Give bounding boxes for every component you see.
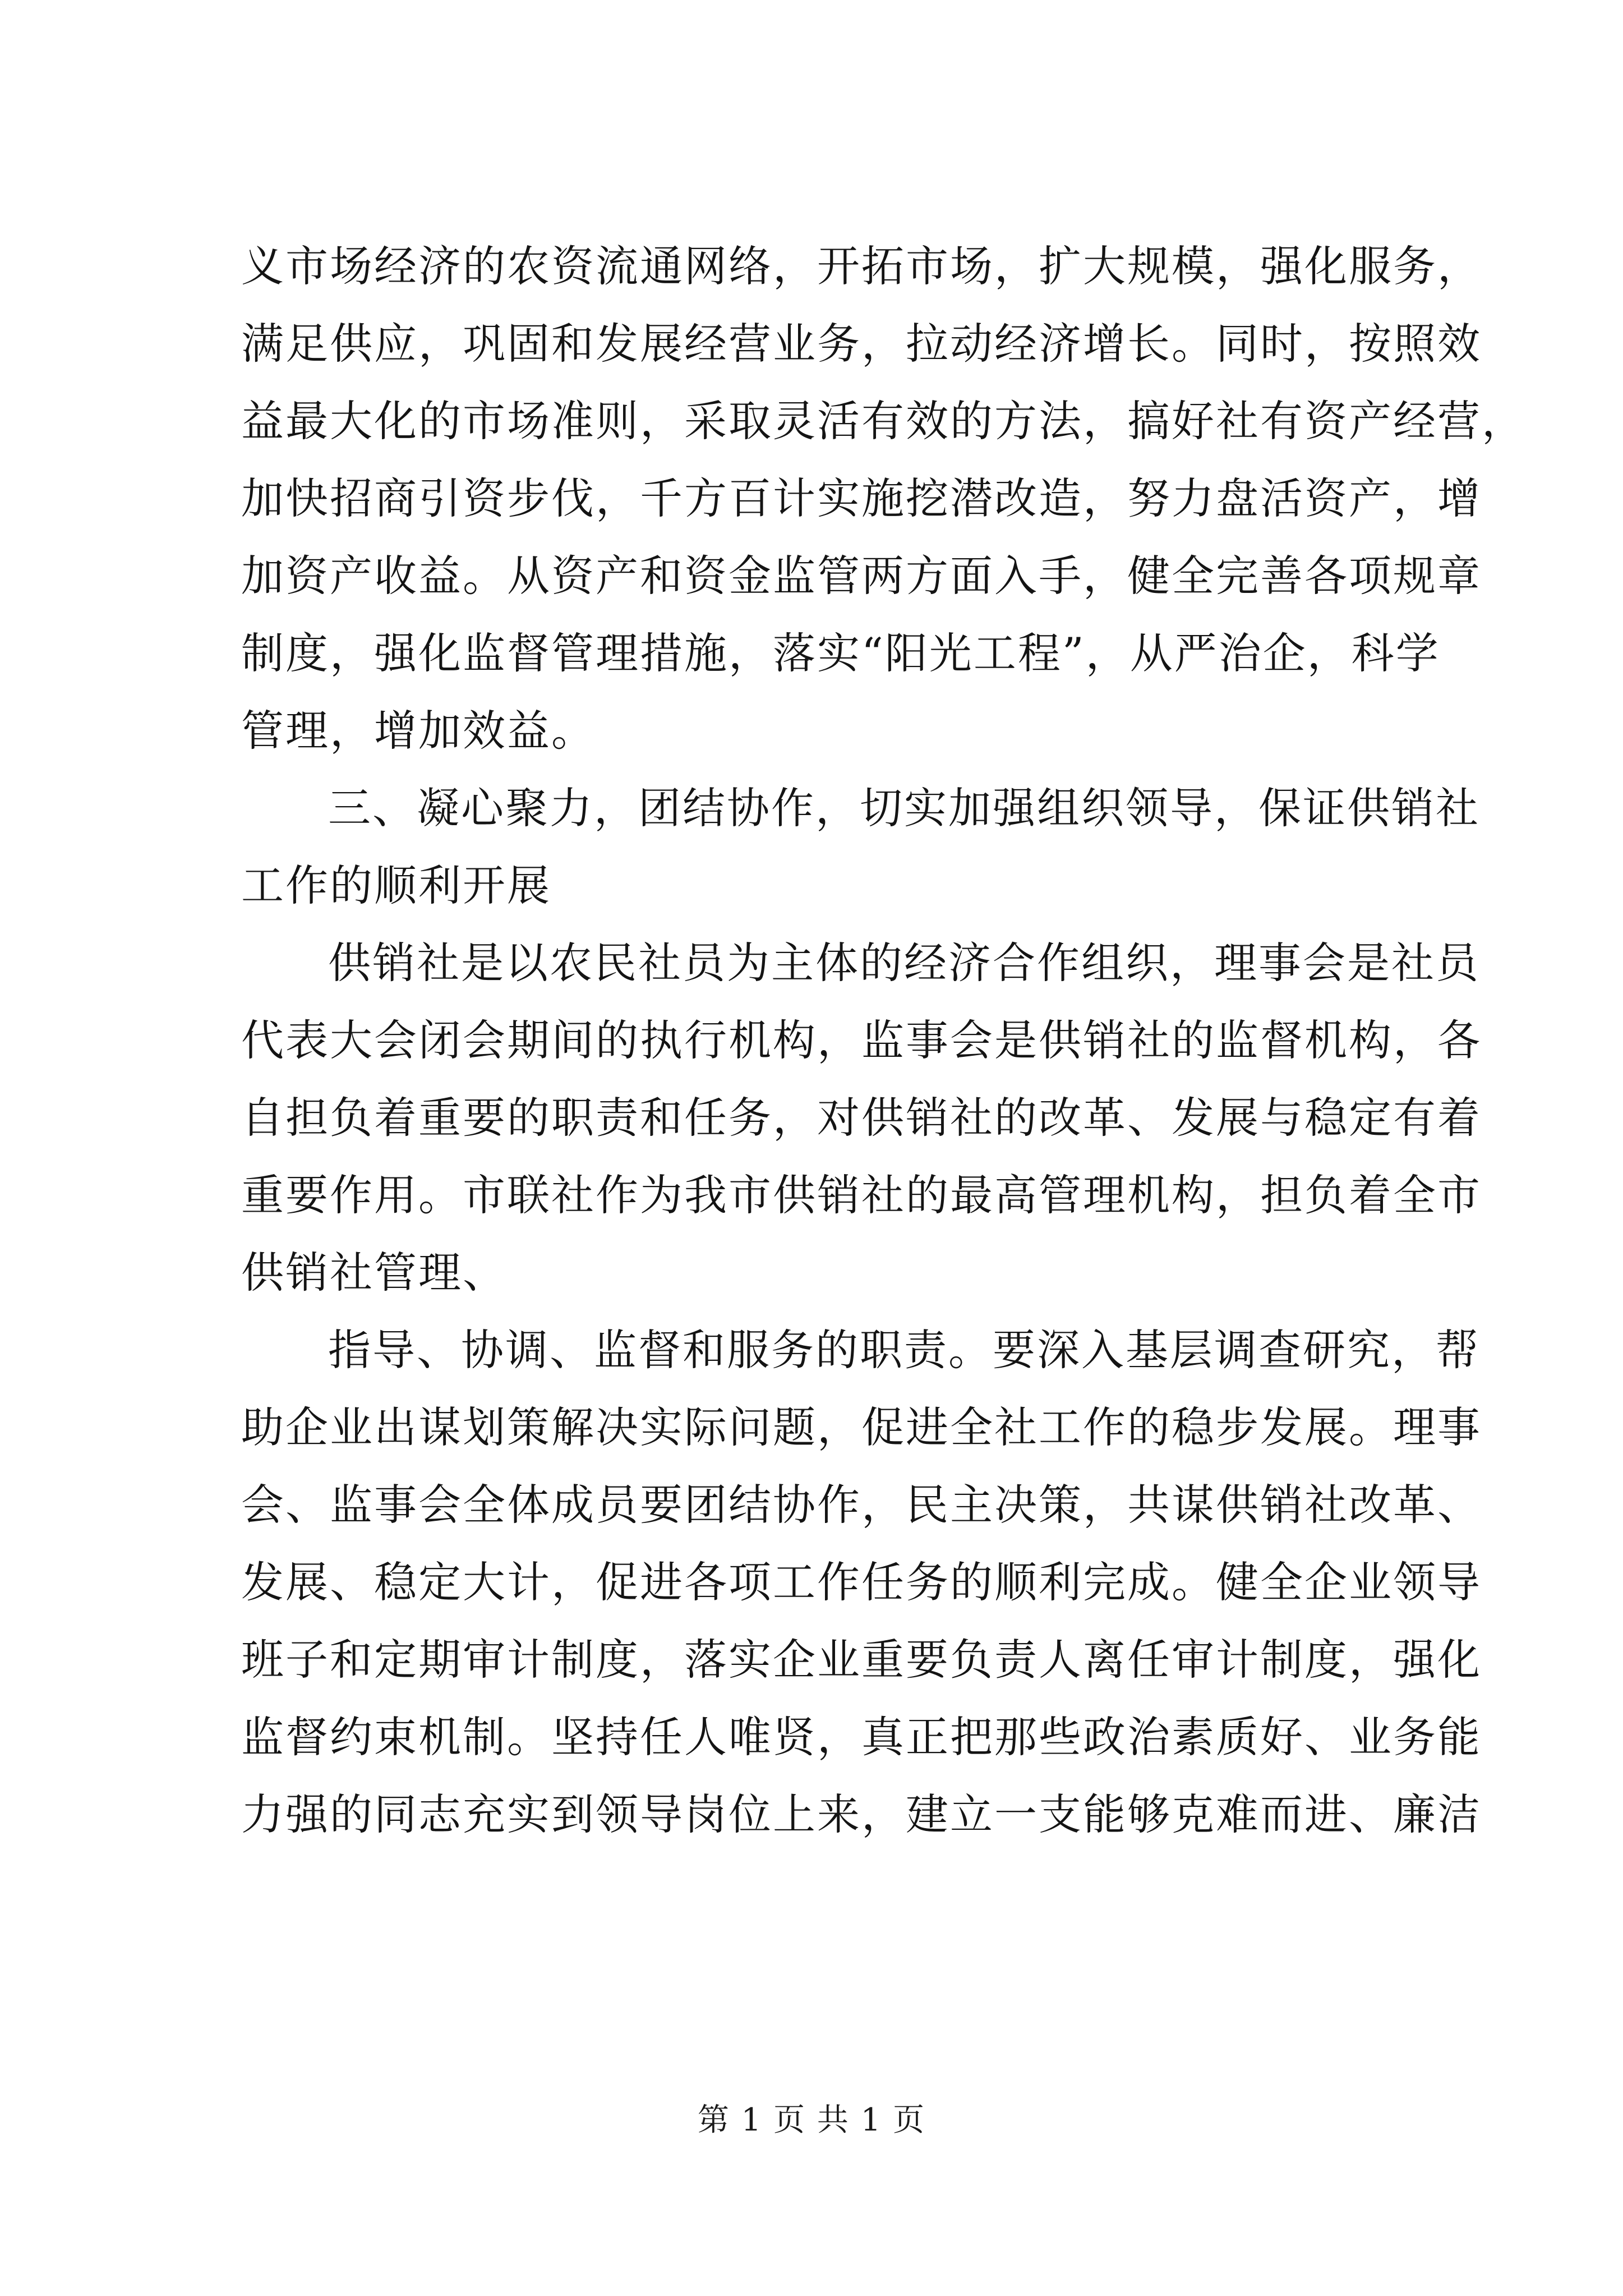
text-line: 会、监事会全体成员要团结协作，民主决策，共谋供销社改革、: [241, 1480, 1482, 1530]
section-heading-line: 三、凝心聚力，团结协作，切实加强组织领导，保证供销社: [328, 783, 1480, 833]
text-line: 发展、稳定大计，促进各项工作任务的顺利完成。健全企业领导: [241, 1557, 1482, 1607]
text-line: 加资产收益。从资产和资金监管两方面入手，健全完善各项规章: [241, 551, 1482, 601]
text-line: 供销社管理、: [241, 1248, 507, 1297]
text-line: 加快招商引资步伐，千方百计实施挖潜改造，努力盘活资产，增: [241, 473, 1482, 523]
text-line: 义市场经济的农资流通网络，开拓市场，扩大规模，强化服务，: [241, 241, 1482, 291]
text-line: 供销社是以农民社员为主体的经济合作组织，理事会是社员: [328, 938, 1480, 988]
text-line: 满足供应，巩固和发展经营业务，拉动经济增长。同时，按照效: [241, 319, 1482, 369]
text-line: 管理，增加效益。: [241, 706, 596, 756]
text-line: 助企业出谋划策解决实际问题，促进全社工作的稳步发展。理事: [241, 1402, 1482, 1452]
text-line: 重要作用。市联社作为我市供销社的最高管理机构，担负着全市: [241, 1170, 1482, 1220]
text-line: 监督约束机制。坚持任人唯贤，真正把那些政治素质好、业务能: [241, 1712, 1482, 1762]
section-heading-line: 工作的顺利开展: [241, 861, 551, 910]
page-number-label: 第 1 页 共 1 页: [697, 2102, 926, 2138]
text-line: 力强的同志充实到领导岗位上来，建立一支能够克难而进、廉洁: [241, 1789, 1482, 1839]
page-footer: [0, 2101, 1623, 2140]
text-line: 制度，强化监督管理措施，落实“阳光工程”，从严治企，科学: [241, 628, 1440, 678]
text-line: 代表大会闭会期间的执行机构，监事会是供销社的监督机构，各: [241, 1015, 1482, 1065]
text-line: 指导、协调、监督和服务的职责。要深入基层调查研究，帮: [328, 1325, 1480, 1375]
text-line: 自担负着重要的职责和任务，对供销社的改革、发展与稳定有着: [241, 1093, 1482, 1143]
text-line: 益最大化的市场准则，采取灵活有效的方法，搞好社有资产经营，: [241, 396, 1526, 446]
text-line: 班子和定期审计制度，落实企业重要负责人离任审计制度，强化: [241, 1635, 1482, 1685]
